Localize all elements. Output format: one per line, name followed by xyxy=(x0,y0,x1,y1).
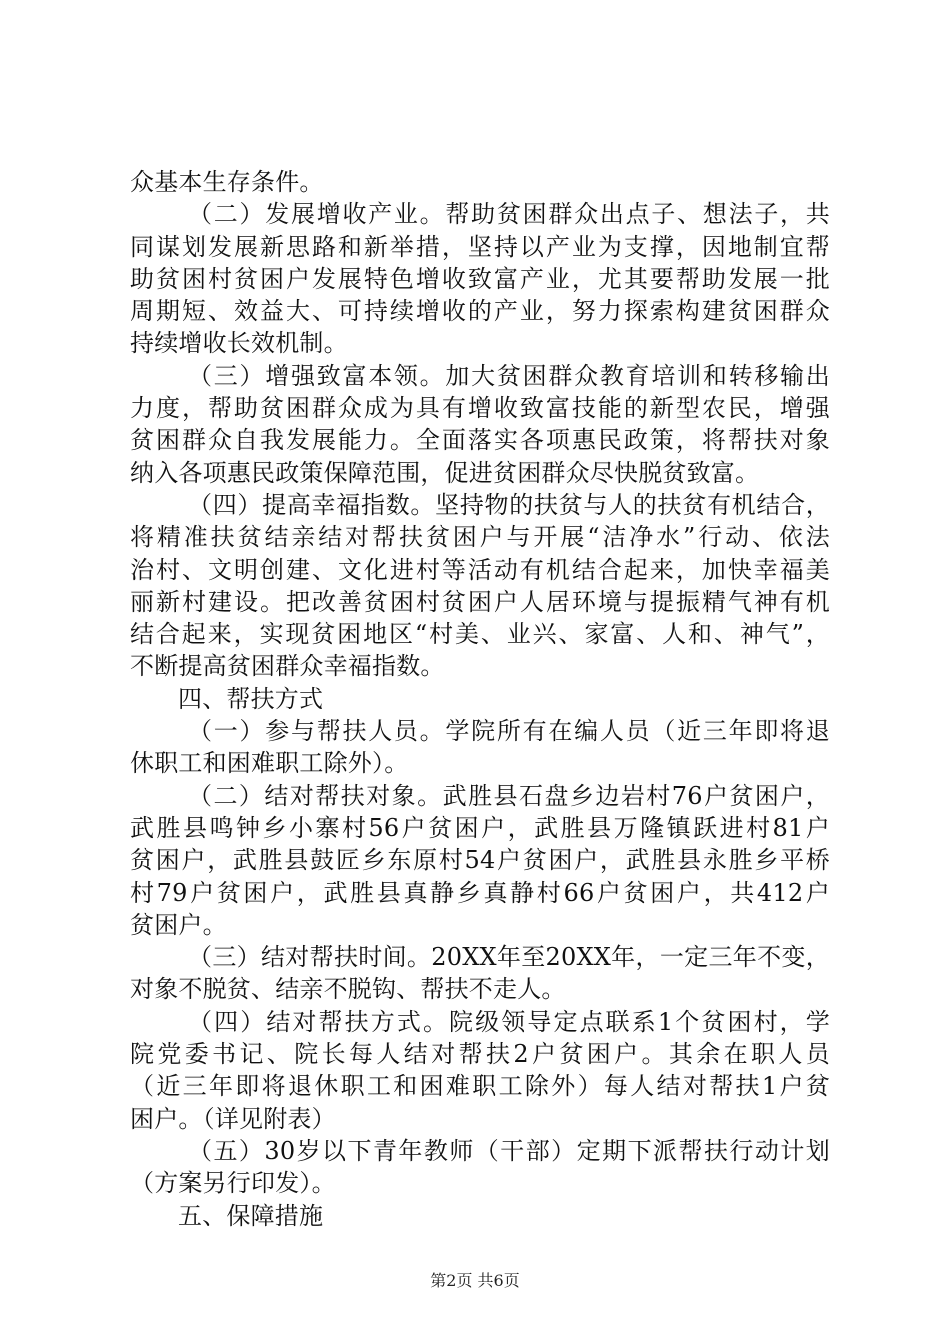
document-body xyxy=(130,166,830,1232)
body-line: 结合起来，实现贫困地区“村美、业兴、家富、人和、神气”， xyxy=(130,620,830,649)
body-line: 不断提高贫困群众幸福指数。 xyxy=(130,652,445,681)
section-heading: 四、帮扶方式 xyxy=(178,684,324,713)
body-line: 丽新村建设。把改善贫困村贫困户人居环境与提振精气神有机 xyxy=(130,587,830,616)
body-line: （三）结对帮扶时间。20XX年至20XX年，一定三年不变， xyxy=(188,943,830,972)
body-line: 持续增收长效机制。 xyxy=(130,329,348,358)
body-line: （一）参与帮扶人员。学院所有在编人员（近三年即将退 xyxy=(188,717,830,746)
page-footer: 第2页 共6页 xyxy=(430,1271,520,1290)
body-line: （二）结对帮扶对象。武胜县石盘乡边岩村76户贫困户， xyxy=(188,781,830,810)
body-line: 贫困群众自我发展能力。全面落实各项惠民政策，将帮扶对象 xyxy=(130,426,830,455)
body-line: （方案另行印发）。 xyxy=(130,1169,336,1198)
body-line: 对象不脱贫、结亲不脱钩、帮扶不走人。 xyxy=(130,975,566,1004)
body-line: 贫困户，武胜县鼓匠乡东原村54户贫困户，武胜县永胜乡平桥 xyxy=(130,846,830,875)
body-line: 力度，帮助贫困群众成为具有增收致富技能的新型农民，增强 xyxy=(130,394,830,423)
body-line: （四）结对帮扶方式。院级领导定点联系1个贫困村，学 xyxy=(188,1007,830,1036)
body-line: 众基本生存条件。 xyxy=(130,168,324,196)
body-line: 村79户贫困户，武胜县真静乡真静村66户贫困户，共412户 xyxy=(130,878,830,907)
body-line: 休职工和困难职工除外）。 xyxy=(130,749,409,778)
body-line: 困户。（详见附表） xyxy=(130,1104,336,1133)
body-line: （五）30岁以下青年教师（干部）定期下派帮扶行动计划 xyxy=(188,1136,830,1165)
body-line: （三）增强致富本领。加大贫困群众教育培训和转移输出 xyxy=(188,361,830,390)
body-line: 治村、文明创建、文化进村等活动有机结合起来，加快幸福美 xyxy=(130,555,830,584)
body-line: 武胜县鸣钟乡小寨村56户贫困户，武胜县万隆镇跃进村81户 xyxy=(130,813,830,842)
body-line: 纳入各项惠民政策保障范围，促进贫困群众尽快脱贫致富。 xyxy=(130,458,760,487)
body-line: 贫困户。 xyxy=(130,910,227,939)
body-line: （四）提高幸福指数。坚持物的扶贫与人的扶贫有机结合， xyxy=(188,490,830,519)
body-line: 周期短、效益大、可持续增收的产业，努力探索构建贫困群众 xyxy=(130,297,830,326)
body-line: 同谋划发展新思路和新举措，坚持以产业为支撑，因地制宜帮 xyxy=(130,232,830,261)
body-line: （二）发展增收产业。帮助贫困群众出点子、想法子，共 xyxy=(188,200,830,229)
section-heading: 五、保障措施 xyxy=(178,1201,324,1230)
body-line: （近三年即将退休职工和困难职工除外）每人结对帮扶1户贫 xyxy=(130,1072,830,1101)
body-line: 院党委书记、院长每人结对帮扶2户贫困户。其余在职人员 xyxy=(130,1040,830,1069)
body-line: 助贫困村贫困户发展特色增收致富产业，尤其要帮助发展一批 xyxy=(130,264,830,293)
body-line: 将精准扶贫结亲结对帮扶贫困户与开展“洁净水”行动、依法 xyxy=(130,523,830,552)
